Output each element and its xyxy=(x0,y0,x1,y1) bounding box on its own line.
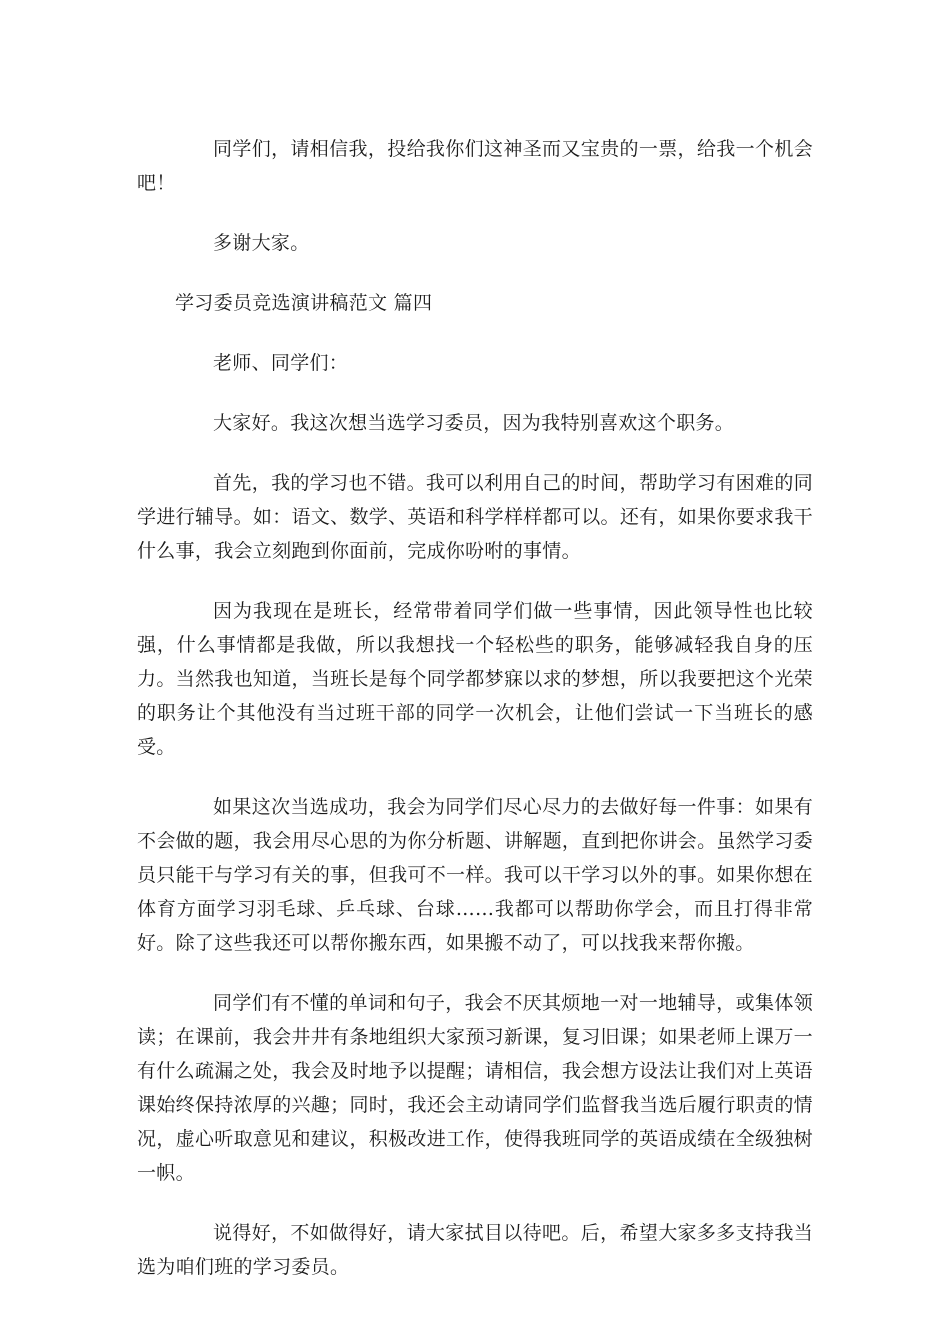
body-paragraph-1: 大家好。我这次想当选学习委员，因为我特别喜欢这个职务。 xyxy=(213,412,735,434)
body-paragraph-4: 如果这次当选成功，我会为同学们尽心尽力的去做好每一件事：如果有不会做的题，我会用尽心思的为你分析题、讲解题，直到把你讲会。虽然学习委员只能干与学习有关的事，但我可不一样。我可以干学习以外的事。如果你想在体育方面学习羽毛球、乒乓球、台球……我都可以帮助你学会，而且打得非常好。除了这些我还可以帮你搬东西，如果搬不动了，可以找我来帮你搬。 xyxy=(137,796,813,954)
closing-appeal-paragraph: 同学们，请相信我，投给我你们这神圣而又宝贵的一票，给我一个机会吧！ xyxy=(137,138,813,194)
document-body xyxy=(137,132,813,1310)
body-paragraph-3: 因为我现在是班长，经常带着同学们做一些事情，因此领导性也比较强，什么事情都是我做，所以我想找一个轻松些的职务，能够减轻我自身的压力。当然我也知道，当班长是每个同学都梦寐以求的梦想，所以我要把这个光荣的职务让个其他没有当过班干部的同学一次机会，让他们尝试一下当班长的感受。 xyxy=(137,600,813,758)
thanks-paragraph: 多谢大家。 xyxy=(213,232,310,254)
section-title: 学习委员竞选演讲稿范文 篇四 xyxy=(175,292,433,314)
body-paragraph-5: 同学们有不懂的单词和句子，我会不厌其烦地一对一地辅导，或集体领读；在课前，我会井井有条地组织大家预习新课，复习旧课；如果老师上课万一有什么疏漏之处，我会及时地予以提醒；请相信，我会想方设法让我们对上英语课始终保持浓厚的兴趣；同时，我还会主动请同学们监督我当选后履行职责的情况，虚心听取意见和建议，积极改进工作，使得我班同学的英语成绩在全级独树一帜。 xyxy=(137,992,813,1184)
body-paragraph-2: 首先，我的学习也不错。我可以利用自己的时间，帮助学习有困难的同学进行辅导。如：语文、数学、英语和科学样样都可以。还有，如果你要求我干什么事，我会立刻跑到你面前，完成你吩咐的事情。 xyxy=(137,472,813,562)
body-paragraph-6: 说得好，不如做得好，请大家拭目以待吧。后，希望大家多多支持我当选为咱们班的学习委员。 xyxy=(137,1222,813,1278)
greeting-paragraph: 老师、同学们： xyxy=(213,352,349,374)
